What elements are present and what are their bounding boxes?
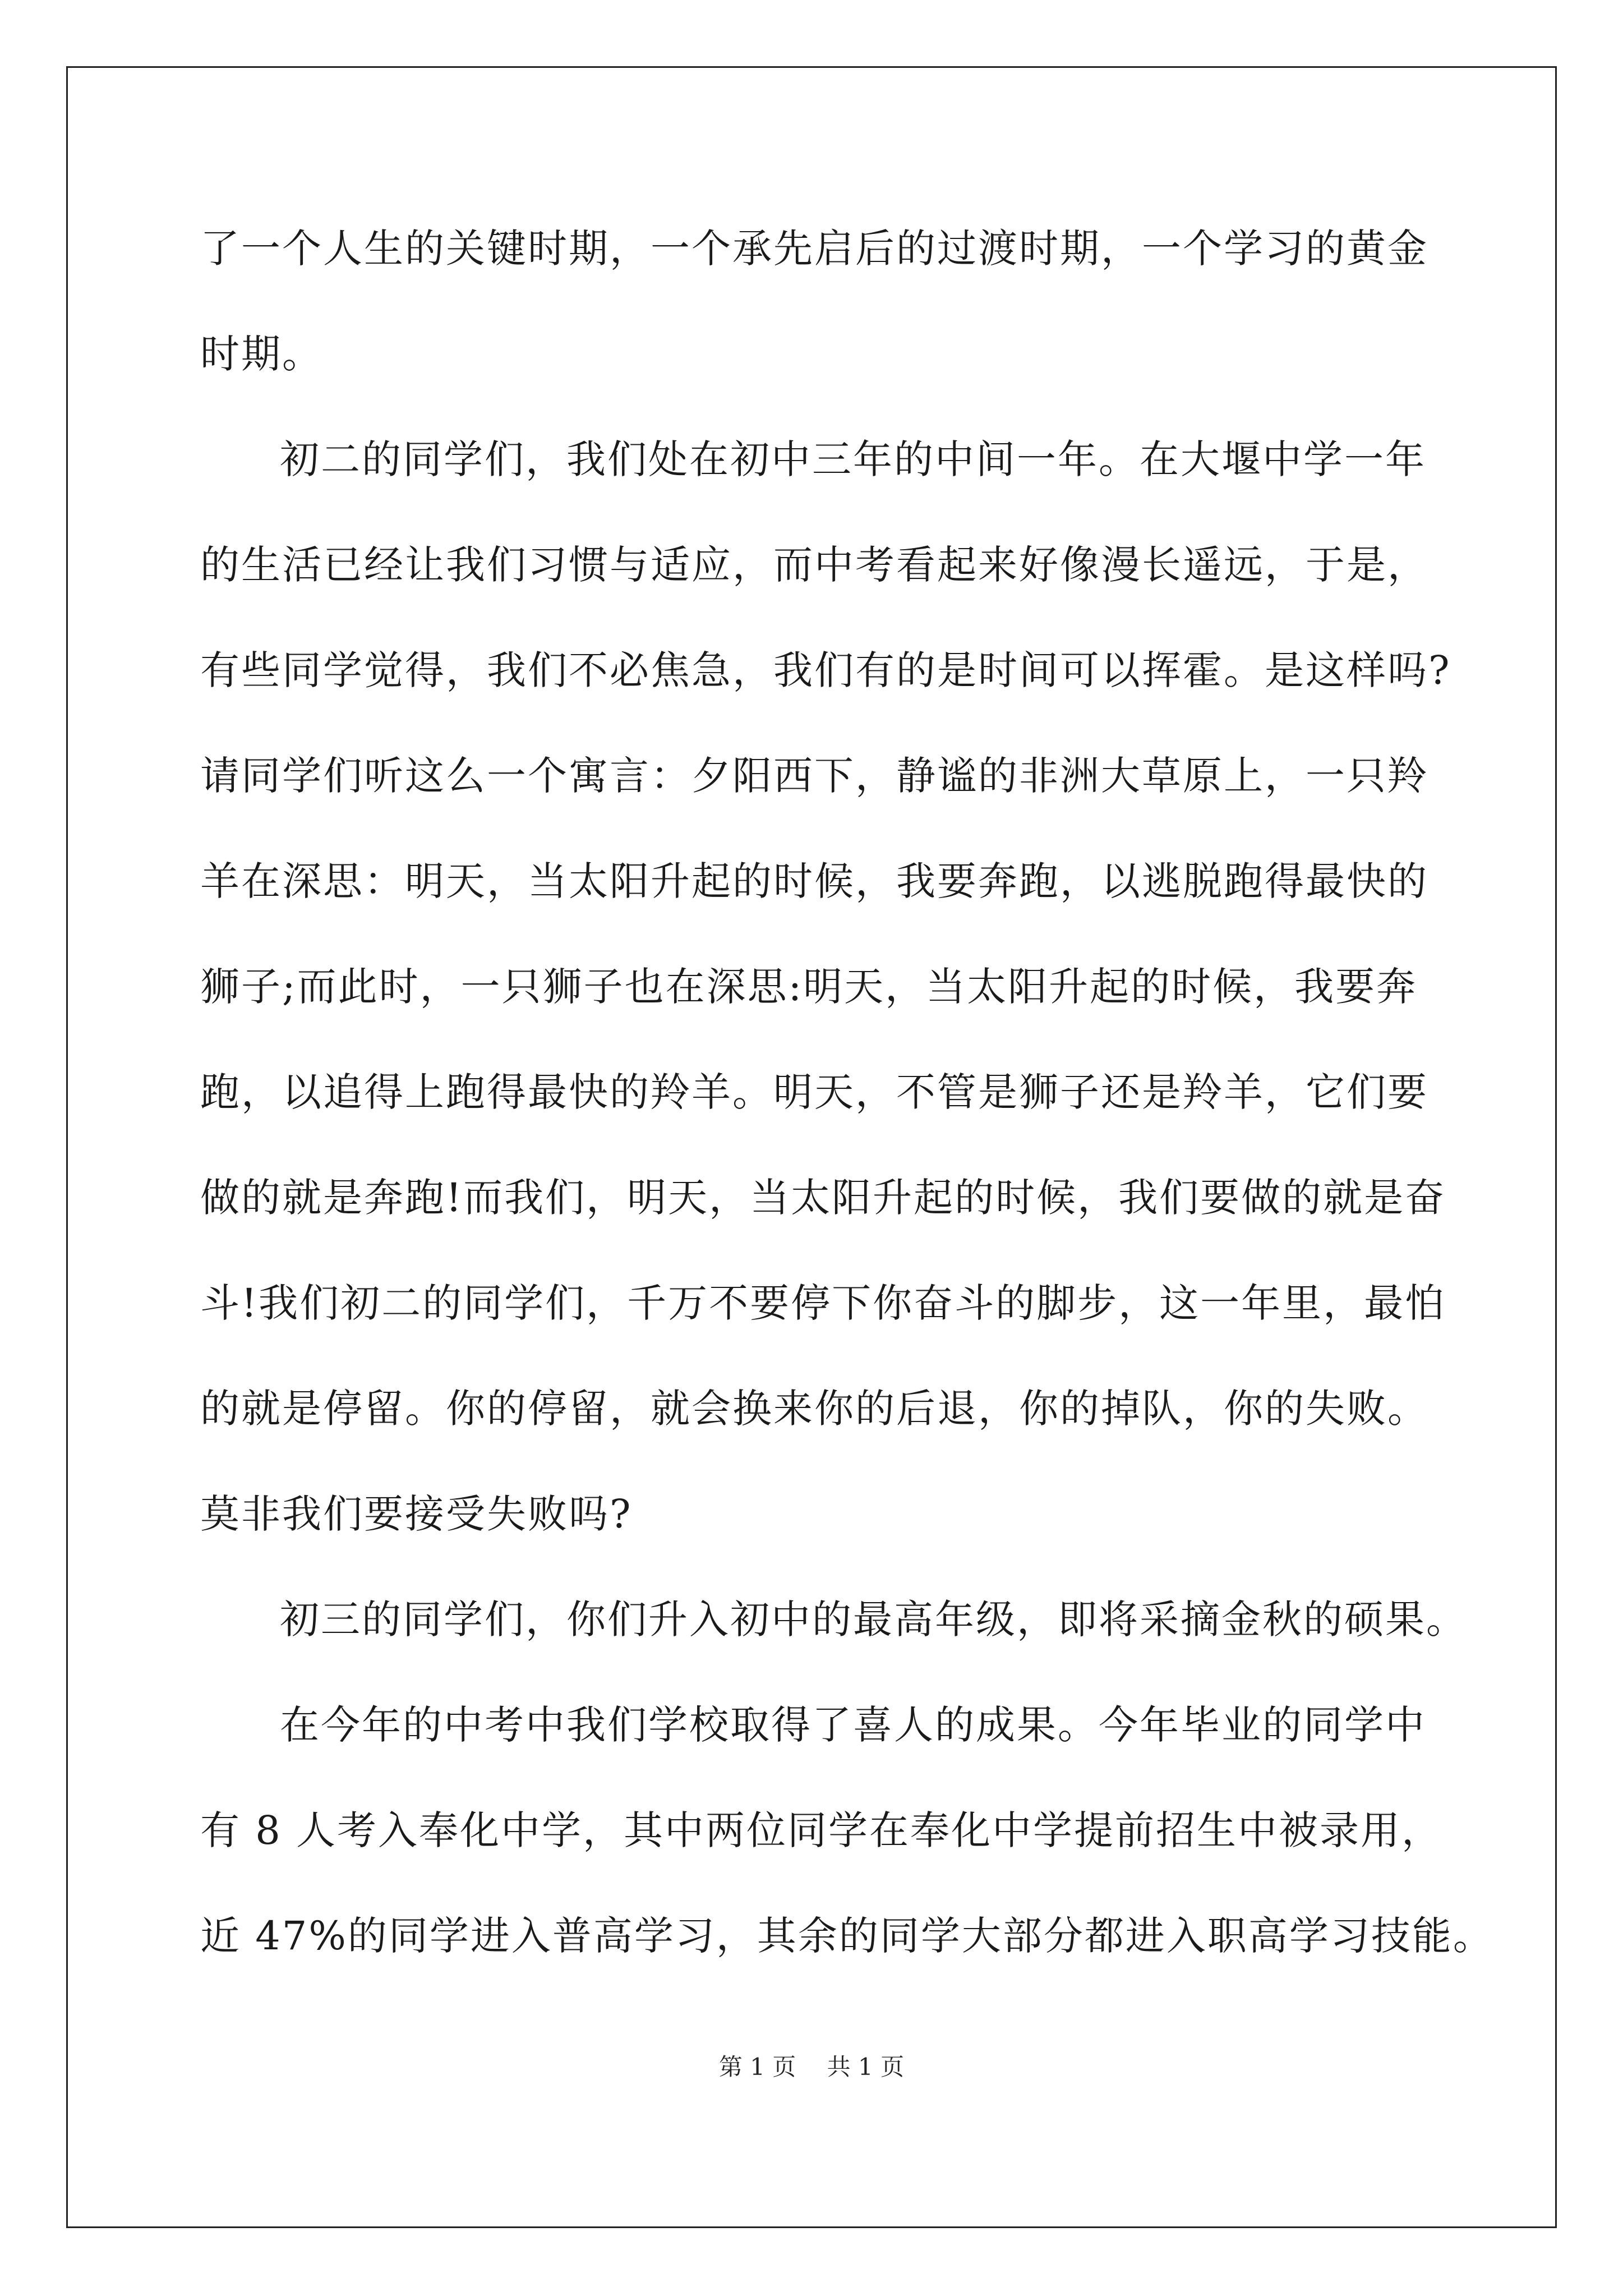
text-line: 请同学们听这么一个寓言：夕阳西下，静谧的非洲大草原上，一只羚 <box>200 753 1428 799</box>
text-line: 有些同学觉得，我们不必焦急，我们有的是时间可以挥霍。是这样吗? <box>200 647 1451 693</box>
text-line: 狮子;而此时，一只狮子也在深思:明天，当太阳升起的时候，我要奔 <box>200 964 1418 1010</box>
text-line: 近 47%的同学进入普高学习，其余的同学大部分都进入职高学习技能。 <box>200 1913 1494 1959</box>
paragraph-start-line: 在今年的中考中我们学校取得了喜人的成果。今年毕业的同学中 <box>280 1702 1426 1748</box>
text-line: 跑，以追得上跑得最快的羚羊。明天，不管是狮子还是羚羊，它们要 <box>200 1069 1428 1115</box>
page-number: 第 1 页 <box>718 2053 796 2081</box>
paragraph-start-line: 初三的同学们，你们升入初中的最高年级，即将采摘金秋的硕果。 <box>280 1596 1467 1642</box>
text-line: 的就是停留。你的停留，就会换来你的后退，你的掉队，你的失败。 <box>200 1386 1428 1432</box>
text-line: 时期。 <box>200 331 323 377</box>
text-line: 羊在深思：明天，当太阳升起的时候，我要奔跑，以逃脱跑得最快的 <box>200 858 1428 904</box>
page-footer <box>0 2049 1623 2082</box>
text-line: 了一个人生的关键时期，一个承先启后的过渡时期，一个学习的黄金 <box>200 226 1428 272</box>
text-line: 莫非我们要接受失败吗? <box>200 1491 633 1537</box>
text-line: 做的就是奔跑!而我们，明天，当太阳升起的时候，我们要做的就是奋 <box>200 1175 1446 1221</box>
page-total: 共 1 页 <box>827 2053 905 2081</box>
text-line: 斗!我们初二的同学们，千万不要停下你奋斗的脚步，这一年里，最怕 <box>200 1280 1446 1326</box>
text-line: 有 8 人考入奉化中学，其中两位同学在奉化中学提前招生中被录用， <box>200 1807 1443 1853</box>
paragraph-start-line: 初二的同学们，我们处在初中三年的中间一年。在大堰中学一年 <box>280 436 1426 482</box>
text-line: 的生活已经让我们习惯与适应，而中考看起来好像漫长遥远，于是， <box>200 542 1428 588</box>
document-body <box>200 219 1494 2012</box>
